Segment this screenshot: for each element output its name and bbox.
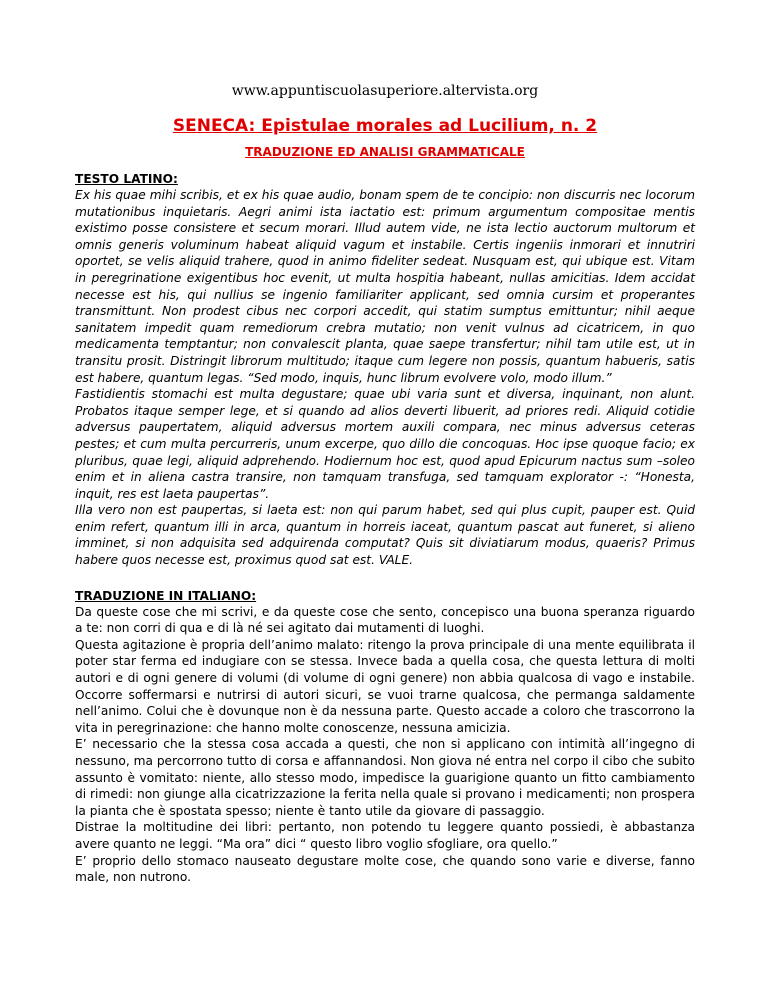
latin-section-heading: TESTO LATINO: <box>75 172 178 186</box>
latin-paragraph: Ex his quae mihi scribis, et ex his quae audio, bonam spem de te concipio: non discurris nec locorum mutationibus inquietaris. Aegri animi ista iactatio est: primum argumentum compositae mentis existimo posse consistere et secum morari. Illud autem vide, ne ista lectio auctorum multorum et omnis generis voluminum habeat aliquid vagum et instabile. Certis ingeniis inmorari et innutriri oportet, se velis aliquid trahere, quod in animo fideliter sedeat. Nusquam est, qui ubique est. Vitam in peregrinatione exigentibus hoc evenit, ut multa hospitia habeant, nullas amicitias. Idem accidat necesse est his, qui nullius se ingenio familiariter applicant, sed omnia cursim et properantes transmittunt. Non prodest cibus nec corpori accedit, qui statim sumptus emittuntur; nihil aeque sanitatem impedit quam remediorum crebra mutatio; non venit vulnus ad cicatricem, in quo medicamenta temptantur; non convalescit planta, quae saepe transfertur; nihil tam utile est, ut in transitu prosit. Distringit librorum multitudo; itaque cum legere non possis, quantum habueris, satis est habere, quantum legas. “Sed modo, inquis, hunc librum evolvere volo, modo illum.” <box>75 188 695 385</box>
italian-text-block <box>75 604 695 886</box>
document-title: SENECA: Epistulae morales ad Lucilium, n. 2 <box>172 116 598 136</box>
italian-paragraph: E’ proprio dello stomaco nauseato degustare molte cose, che quando sono varie e diverse, fanno male, non nutrono. <box>75 853 695 885</box>
latin-paragraph: Illa vero non est paupertas, si laeta est: non qui parum habet, sed qui plus cupit, pauper est. Quid enim refert, quantum illi in arca, quantum in horreis iaceat, quantum pascat aut funeret, si alieno imminet, si non adquisita sed adquirenda computat? Quis sit diviatiarum modus, quaeris? Primus habere quos necesse est, proximus quod sat est. VALE. <box>75 503 695 568</box>
italian-paragraph: Distrae la moltitudine dei libri: pertanto, non potendo tu leggere quanto possiedi, è abbastanza avere quanto ne leggi. “Ma ora” dici “ questo libro voglio sfogliare, ora quello.” <box>75 820 695 851</box>
italian-paragraph: Questa agitazione è propria dell’animo malato: ritengo la prova principale di una mente equilibrata il poter star ferma ed indugiare con se stessa. Invece bada a quella cosa, che questa lettura di molti autori e di ogni genere di volumi (di volume di ogni genere) non abbia qualcosa di vago e instabile. Occorre soffermarsi e nutrirsi di autori sicuri, se vuoi trarne qualcosa, che permanga saldamente nell’animo. Colui che è dovunque non è da nessuna parte. Questo accade a coloro che trascorrono la vita in peregrinazione: che hanno molte conoscenze, nessuna amicizia. <box>75 637 695 735</box>
site-url[interactable]: www.appuntiscuolasuperiore.altervista.org <box>231 83 539 99</box>
latin-text-block <box>75 187 695 569</box>
italian-paragraph: Da queste cose che mi scrivi, e da queste cose che sento, concepisco una buona speranza riguardo a te: non corri di qua e di là né sei agitato dai mutamenti di luoghi. <box>75 604 695 636</box>
italian-paragraph: E’ necessario che la stessa cosa accada a questi, che non si applicano con intimità all’ingegno di nessuno, ma percorrono tutto di corsa e affannandosi. Non giova né entra nel corpo il cibo che subito assunto è vomitato: niente, allo stesso modo, impedisce la guarigione quanto un fitto cambiamento di rimedi: non giunge alla cicatrizzazione la ferita nella quale si provano i medicamenti; non prospera la pianta che è spostata spesso; niente è tanto utile da giovare di passaggio. <box>75 737 695 818</box>
italian-section-heading: TRADUZIONE IN ITALIANO: <box>75 588 257 603</box>
document-subtitle: TRADUZIONE ED ANALISI GRAMMATICALE <box>245 145 525 159</box>
document-page <box>75 83 695 886</box>
section-spacer <box>75 569 695 588</box>
latin-paragraph: Fastidientis stomachi est multa degustare; quae ubi varia sunt et diversa, inquinant, non alunt. Probatos itaque semper lege, et si quando ad alios deverti libuerit, ad priores redi. Aliquid cotidie adversus paupertatem, aliquid adversus mortem auxili compara, nec minus adversus ceteras pestes; et cum multa percurreris, unum excerpe, quo dillo die concoquas. Hoc ipse quoque facio; ex pluribus, quae legi, aliquid adprehendo. Hodiernum hoc est, quod apud Epicurum nactus sum –soleo enim et in aliena castra transire, non tamquam transfuga, sed tamquam explorator -: “Honesta, inquit, res est laeta paupertas”. <box>75 387 695 501</box>
